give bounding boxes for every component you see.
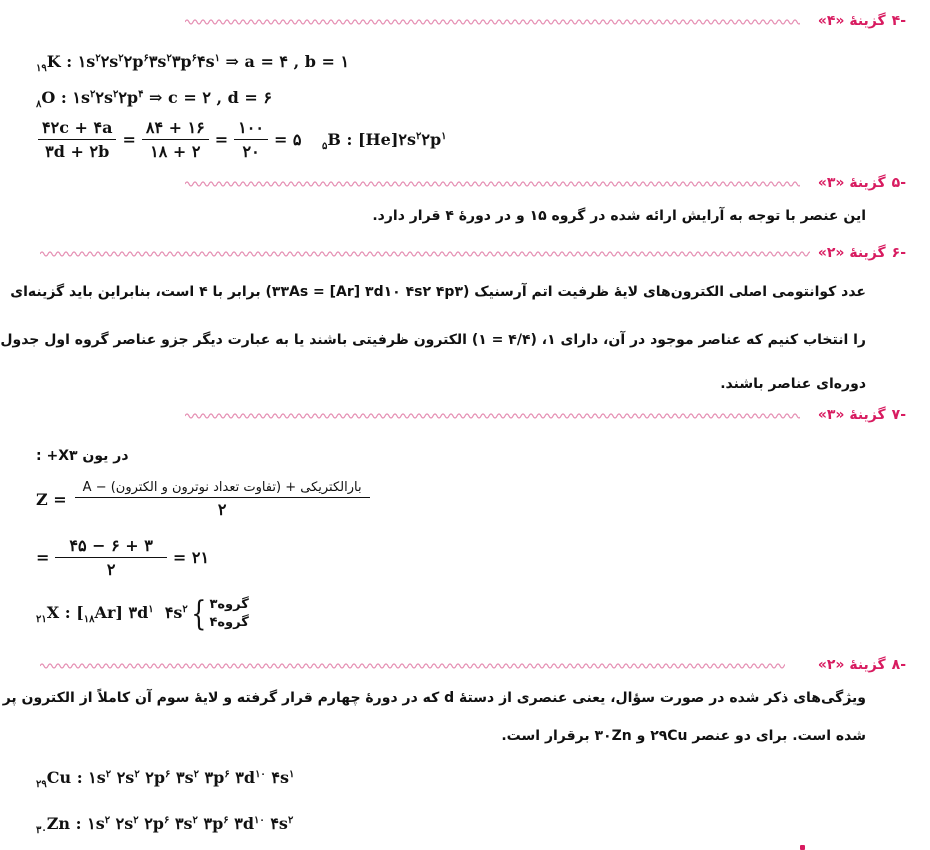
- divider-wave: [185, 410, 800, 422]
- section-heading-4: [818, 10, 906, 32]
- ratio-result: = ۵: [273, 130, 302, 149]
- divider-wave: [185, 178, 800, 190]
- divider-wave: [40, 248, 810, 260]
- ion-label: در یون X۳+ :: [36, 448, 129, 464]
- z-calculation: = $\frac{۴۵ - ۶ + ۳}{۲}$ = ۲۱: [36, 536, 210, 579]
- x-config: $_{۲۱}$X : $[_{۱۸}Ar]$ $۳d^۱$ $۴s^۲$ { گروه۳ گروه۴: [36, 594, 249, 634]
- fraction-simplified: $\frac{۱۰۰}{۲۰}$: [234, 118, 268, 161]
- calc-fraction: $\frac{۴۵ - ۶ + ۳}{۲}$: [55, 536, 166, 579]
- section-heading-5: -۵ گزینهٔ «۳»: [817, 175, 906, 191]
- group-options: گروه۳ گروه۴: [209, 597, 249, 630]
- z-fraction: $\frac{\text{بارالکتریکی + (تفاوت تعداد نوترون و الکترون) − A}}{۲}$: [75, 480, 370, 519]
- q6-line-1: عدد کوانتومی اصلی الکترون‌های لایهٔ ظرفیت اتم آرسنیک (۳۳As = [Ar] ۳d۱۰ ۴s۲ ۴p۳) برابر با ۴ است، بنابراین باید گزینه‌ای: [10, 284, 866, 300]
- copper-config: $_{۲۹}$Cu : $۱s^۲$ $۲s^۲$ $۲p^۶$ $۳s^۲$ $۳p^۶$ $۳d^{۱۰}$ $۴s^۱$: [36, 768, 295, 790]
- fraction-numbers: $\frac{۸۴ + ۱۶}{۱۸ + ۲}$: [142, 118, 209, 161]
- q8-line-2: شده است. برای دو عنصر ۲۹Cu و ۳۰Zn برقرار است.: [501, 728, 866, 744]
- z-formula: Z = $\frac{\text{بارالکتریکی + (تفاوت تعداد نوترون و الکترون) − A}}{۲}$: [36, 480, 372, 519]
- section-heading-8: -۸ گزینهٔ «۲»: [817, 657, 906, 673]
- q6-line-2: را انتخاب کنیم که عناصر موجود در آن، دارای ۱، (۴/۴ = ۱) الکترون ظرفیتی باشند یا به عبارت دیگر جزو عناصر گروه اول جدول: [0, 332, 866, 348]
- potassium-config: $_{۱۹}$K : $۱s^۲۲s^۲۲p^۶۳s^۲۳p^۶۴s^۱$ ⇒ a = ۴ , b = ۱: [36, 52, 350, 74]
- fraction-formula: $\frac{۴۲c + ۴a}{۳d + ۲b}$: [38, 118, 116, 161]
- zinc-config: $_{۳۰}$Zn : $۱s^۲$ $۲s^۲$ $۲p^۶$ $۳s^۲$ $۳p^۶$ $۳d^{۱۰}$ $۴s^۲$: [36, 814, 294, 836]
- divider-wave: [185, 16, 800, 28]
- q5-text: این عنصر با توجه به آرایش ارائه شده در گروه ۱۵ و در دورهٔ ۴ قرار دارد.: [372, 208, 866, 224]
- section-heading-6: -۶ گزینهٔ «۲»: [817, 245, 906, 261]
- oxygen-config: $_۸$O : $۱s^۲۲s^۲۲p^۴$ ⇒ c = ۲ , d = ۶: [36, 88, 272, 110]
- section-answer: گزینهٔ «۴»: [817, 13, 886, 29]
- q8-line-1: ویژگی‌های ذکر شده در صورت سؤال، یعنی عنصری از دستهٔ d که در دورهٔ چهارم قرار گرفته و لایهٔ سوم آن کاملاً از الکترون پر: [2, 690, 866, 706]
- section-number: -۴: [891, 13, 906, 29]
- ratio-equation: $\frac{۴۲c + ۴a}{۳d + ۲b}$ = $\frac{۸۴ + ۱۶}{۱۸ + ۲}$ = $\frac{۱۰۰}{۲۰}$ = ۵: [36, 118, 302, 161]
- section-heading-7: -۷ گزینهٔ «۳»: [817, 407, 906, 423]
- boron-config: $_۵$B : $[He]۲s^۲۲p^۱$: [322, 130, 447, 152]
- q6-line-3: دوره‌ای عناصر باشند.: [720, 376, 866, 392]
- divider-wave: [40, 660, 785, 672]
- brace-icon: {: [191, 594, 207, 634]
- page-marker: [800, 845, 805, 850]
